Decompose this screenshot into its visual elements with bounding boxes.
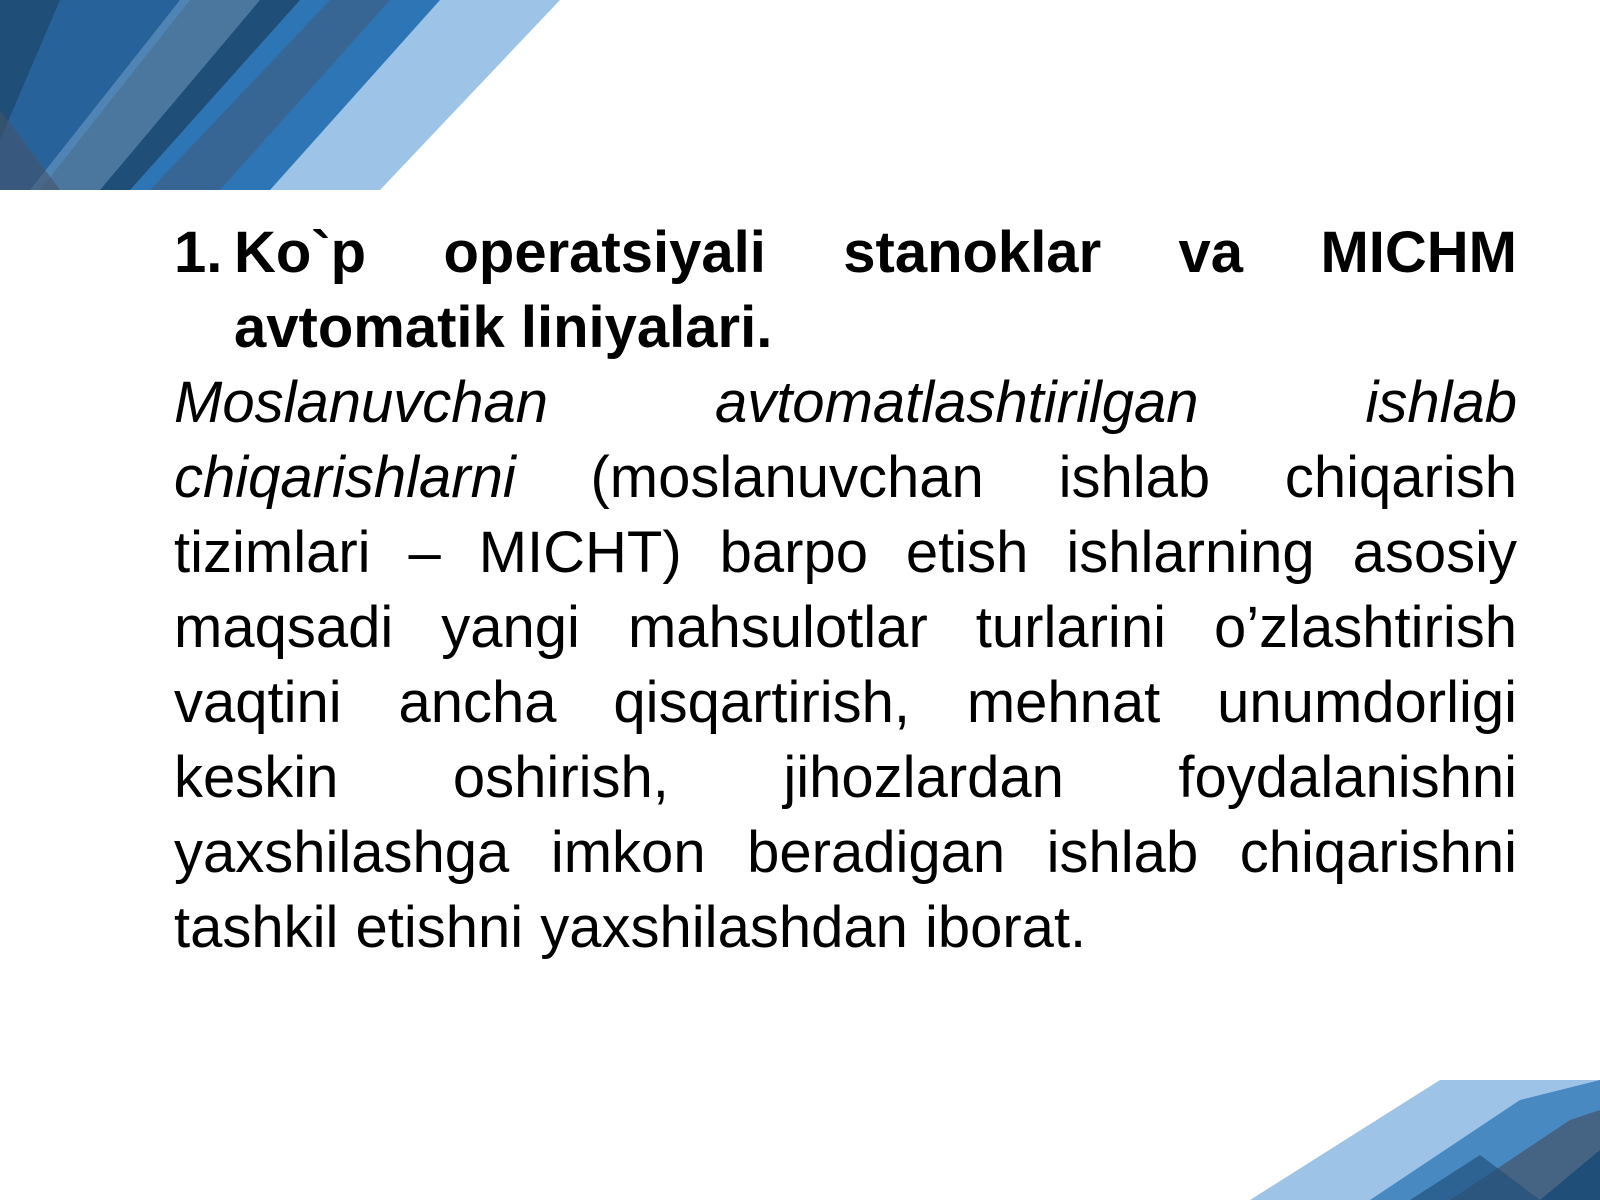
italic-lead-text: Moslanuvchan avtomatlashtirilgan ishlab chiqarishlarni — [174, 370, 1517, 510]
paragraph-rest-text: (moslanuvchan ishlab chiqarish tizimlari – MICHT) barpo etish ishlarning asosiy maqsadi yangi mahsulotlar turlarini o’zlashtirish vaqtini ancha qisqartirish, mehnat unumdorligi keskin oshirish, jihozlardan foydalanishni yaxshilashga imkon beradigan ishlab chiqarishni tashkil etishni yaxshilashdan iborat. — [174, 445, 1517, 960]
heading-text: Ko`p operatsiyali stanoklar va MICHM avtomatik liniyalari. — [234, 220, 1517, 360]
top-left-decoration — [0, 0, 560, 190]
bottom-right-decoration — [1120, 1080, 1600, 1200]
heading-number: 1. — [174, 220, 223, 285]
slide-heading — [174, 215, 1517, 365]
slide-content — [174, 215, 1517, 965]
body-paragraph — [174, 365, 1517, 965]
